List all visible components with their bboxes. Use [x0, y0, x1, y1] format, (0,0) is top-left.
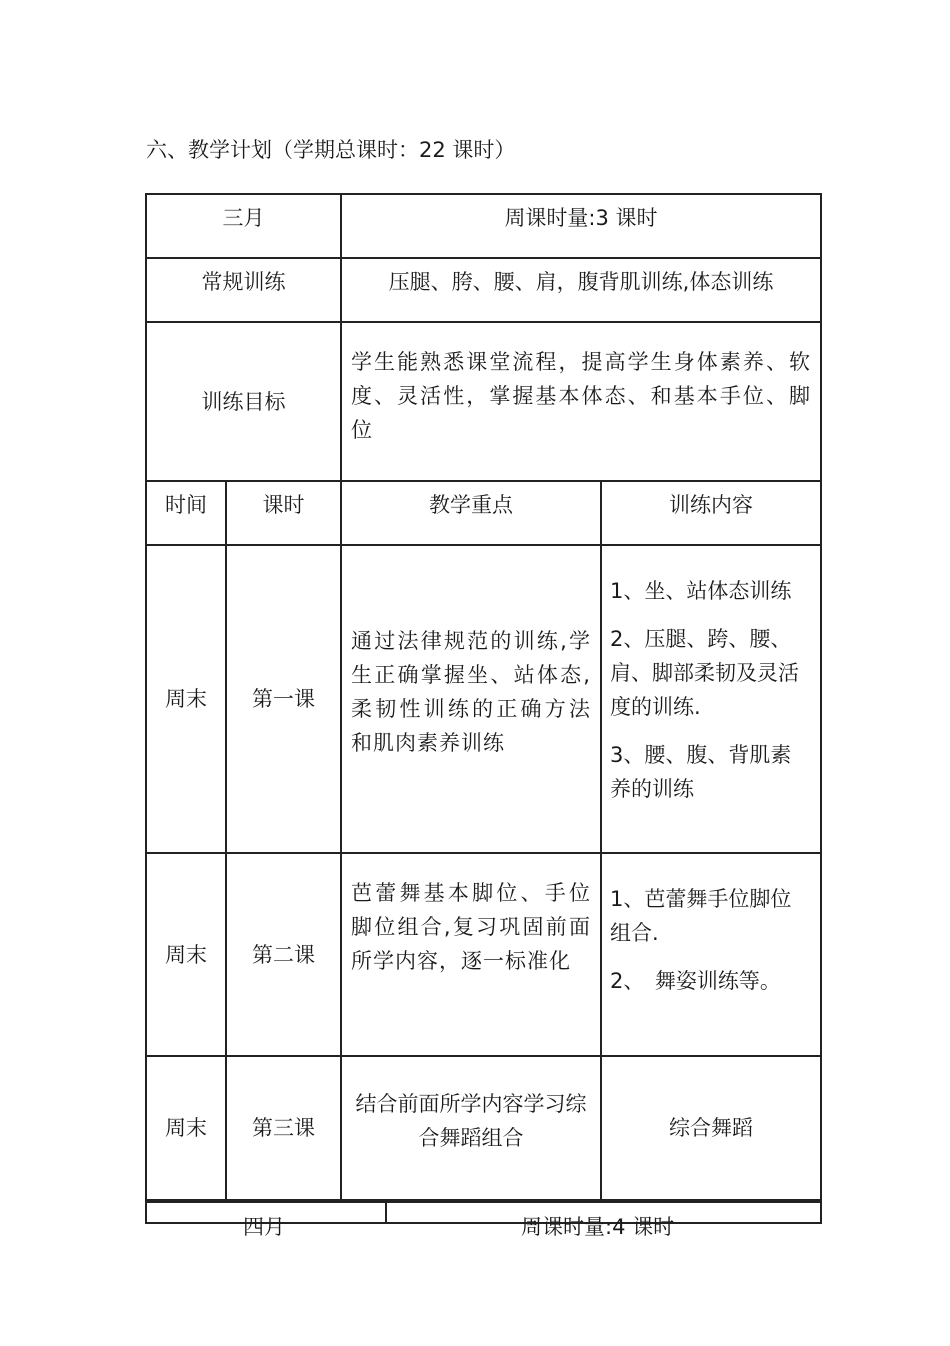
weekly-hours-cell [342, 195, 822, 259]
goal-content-cell [342, 323, 822, 482]
row1-content-item: 3、腰、腹、背肌素养的训练 [610, 743, 792, 801]
row3-lesson-cell [227, 1057, 342, 1201]
row1-content-cell [602, 546, 822, 854]
row1-focus-cell [342, 546, 602, 854]
routine-label-cell [147, 259, 342, 323]
april-plan-table [145, 1201, 822, 1239]
col-header-lesson [227, 482, 342, 546]
row2-lesson: 第二课 [252, 942, 315, 967]
row3-lesson: 第三课 [252, 1116, 315, 1140]
goal-label: 训练目标 [201, 389, 286, 414]
row1-time-cell [147, 546, 227, 854]
row2-focus: 芭蕾舞基本脚位、手位脚位组合,复习巩固前面所学内容，逐一标准化 [351, 881, 591, 973]
row2-content-item: 1、芭蕾舞手位脚位组合. [610, 887, 792, 945]
row1-content-item: 2、压腿、跨、腰、肩、脚部柔韧及灵活度的训练. [610, 627, 799, 719]
col-header-focus-label: 教学重点 [429, 493, 513, 517]
col-header-time-label: 时间 [165, 493, 207, 517]
row3-time-cell [147, 1057, 227, 1201]
april-month-label: 四月 [243, 1215, 285, 1239]
routine-label: 常规训练 [201, 270, 286, 294]
section-heading: 六、教学计划（学期总课时：22 课时） [146, 138, 516, 162]
goal-label-cell [147, 323, 342, 482]
col-header-content [602, 482, 822, 546]
col-header-content-label: 训练内容 [669, 493, 753, 517]
row2-content-cell [602, 854, 822, 1057]
col-header-time [147, 482, 227, 546]
row3-content: 综合舞蹈 [669, 1116, 753, 1140]
row3-focus: 结合前面所学内容学习综合舞蹈组合 [355, 1092, 587, 1150]
row2-time-cell [147, 854, 227, 1057]
col-header-focus [342, 482, 602, 546]
row3-focus-cell [342, 1057, 602, 1201]
routine-content-cell [342, 259, 822, 323]
april-weekly-hours: 周课时量:4 课时 [521, 1215, 675, 1239]
row1-content-item: 1、坐、站体态训练 [610, 579, 792, 603]
routine-content: 压腿、胯、腰、肩，腹背肌训练,体态训练 [388, 270, 774, 294]
goal-content: 学生能熟悉课堂流程，提高学生身体素养、软度、灵活性，掌握基本体态、和基本手位、脚位 [351, 350, 811, 442]
month-label: 三月 [222, 206, 265, 230]
row2-focus-cell [342, 854, 602, 1057]
row2-lesson-cell [227, 854, 342, 1057]
row2-time: 周末 [165, 942, 207, 967]
row2-content-item: 2、 舞姿训练等。 [610, 969, 781, 993]
row3-time: 周末 [165, 1116, 207, 1140]
weekly-hours: 周课时量:3 课时 [504, 206, 658, 230]
row1-lesson-cell [227, 546, 342, 854]
month-cell [147, 195, 342, 259]
col-header-lesson-label: 课时 [262, 493, 305, 517]
row1-focus: 通过法律规范的训练,学生正确掌握坐、站体态,柔韧性训练的正确方法和肌肉素养训练 [351, 629, 591, 755]
april-table-divider [385, 1203, 387, 1222]
row1-time: 周末 [165, 687, 207, 711]
row1-lesson: 第一课 [252, 687, 315, 711]
row3-content-cell [602, 1057, 822, 1201]
march-plan-table [145, 193, 822, 1201]
